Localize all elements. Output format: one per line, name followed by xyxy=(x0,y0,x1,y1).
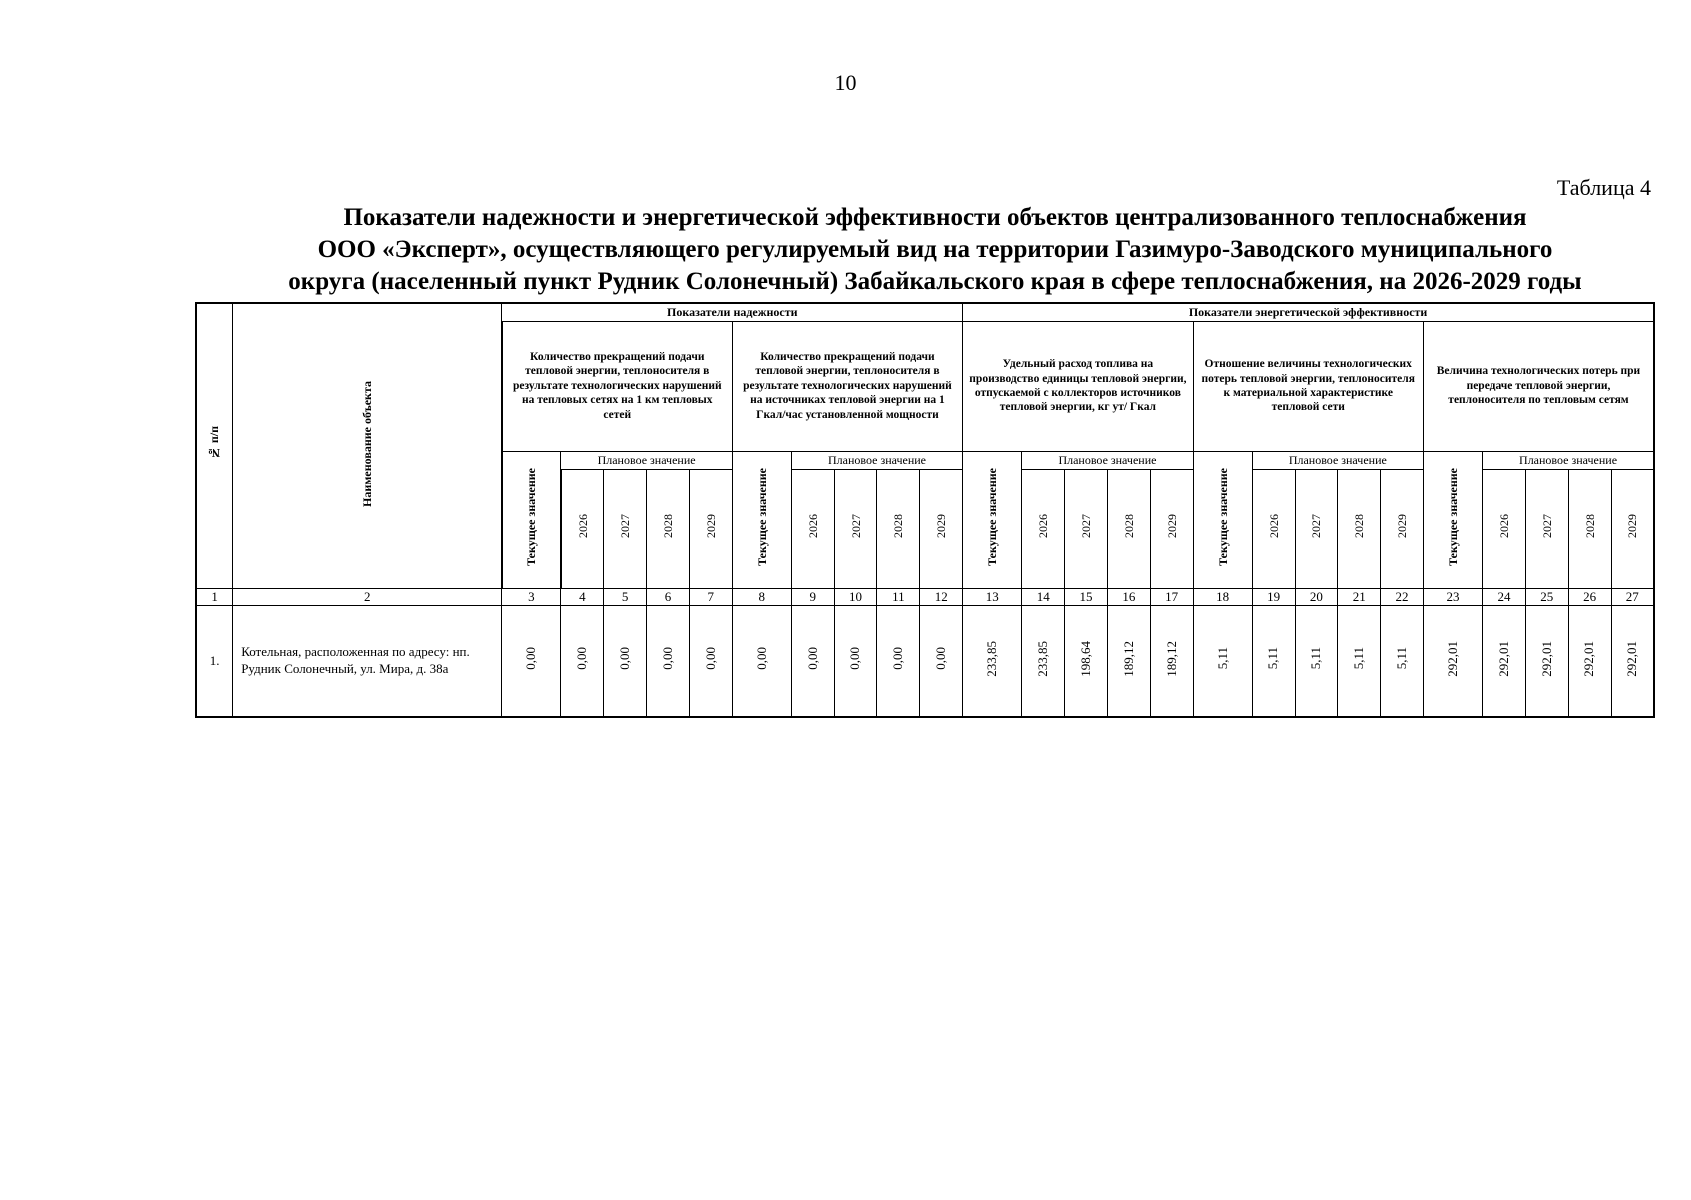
year-label: 2029 xyxy=(1625,514,1640,539)
year-label: 2027 xyxy=(1309,514,1324,539)
row-number: 1. xyxy=(196,605,233,717)
year-header xyxy=(1295,469,1338,588)
planned-value-header: Плановое значение xyxy=(1252,451,1423,469)
planned-value-header: Плановое значение xyxy=(1022,451,1193,469)
column-number: 14 xyxy=(1022,588,1065,605)
column-number: 25 xyxy=(1525,588,1568,605)
title-line: Показатели надежности и энергетической эффективности объектов централизованного теплоснабжения xyxy=(343,204,1527,231)
column-number: 24 xyxy=(1483,588,1526,605)
value-cell xyxy=(1568,605,1611,717)
current-value-label: Текущее значение xyxy=(754,468,769,567)
value-text: 292,01 xyxy=(1538,640,1554,677)
year-label: 2026 xyxy=(1036,514,1051,539)
object-name: Котельная, расположенная по адресу: нп. Рудник Солонечный, ул. Мира, д. 38а xyxy=(233,605,502,717)
value-text: 233,85 xyxy=(984,640,1000,677)
indicator-header: Величина технологических потерь при передаче тепловой энергии, теплоносителя по тепловым сетям xyxy=(1423,321,1654,451)
header-name-label: Наименование объекта xyxy=(359,380,374,507)
year-header xyxy=(1525,469,1568,588)
year-header xyxy=(1483,469,1526,588)
year-label: 2029 xyxy=(1395,514,1410,539)
column-number: 9 xyxy=(791,588,834,605)
column-number: 15 xyxy=(1065,588,1108,605)
value-text: 0,00 xyxy=(933,647,949,670)
current-value-label: Текущее значение xyxy=(1215,468,1230,567)
current-value-header xyxy=(1193,451,1252,588)
header-num-col xyxy=(196,303,233,588)
value-cell xyxy=(1150,605,1193,717)
column-number: 3 xyxy=(502,588,561,605)
column-number: 12 xyxy=(920,588,963,605)
column-number: 17 xyxy=(1150,588,1193,605)
year-label: 2027 xyxy=(1079,514,1094,539)
value-text: 5,11 xyxy=(1265,647,1281,670)
column-number: 22 xyxy=(1381,588,1424,605)
year-header xyxy=(1022,469,1065,588)
year-header xyxy=(1381,469,1424,588)
indicator-header: Удельный расход топлива на производство единицы тепловой энергии, отпускаемой с коллекторов источников тепловой энергии, кг ут/ Гкал xyxy=(963,321,1193,451)
year-header xyxy=(877,469,920,588)
page-number: 10 xyxy=(834,70,857,95)
year-header xyxy=(920,469,963,588)
column-number: 11 xyxy=(877,588,920,605)
table-row xyxy=(196,605,1654,717)
value-cell xyxy=(647,605,690,717)
value-cell xyxy=(1022,605,1065,717)
value-text: 0,00 xyxy=(523,647,539,670)
value-text: 5,11 xyxy=(1351,647,1367,670)
year-label: 2027 xyxy=(848,514,863,539)
year-label: 2027 xyxy=(618,514,633,539)
column-number: 7 xyxy=(689,588,732,605)
column-number: 8 xyxy=(732,588,791,605)
year-label: 2029 xyxy=(703,514,718,539)
value-text: 0,00 xyxy=(659,647,675,670)
column-number: 18 xyxy=(1193,588,1252,605)
year-label: 2026 xyxy=(575,514,590,539)
current-value-label: Текущее значение xyxy=(985,468,1000,567)
year-header xyxy=(604,469,647,588)
value-text: 189,12 xyxy=(1120,640,1136,677)
table-label: Таблица 4 xyxy=(1556,175,1651,200)
year-label: 2028 xyxy=(1121,514,1136,539)
indicator-header: Количество прекращений подачи тепловой энергии, теплоносителя в результате технологических нарушений на тепловых сетях на 1 км тепловых сетей xyxy=(502,321,732,451)
current-value-label: Текущее значение xyxy=(524,468,539,567)
document-title xyxy=(190,202,1680,298)
current-value-header xyxy=(732,451,791,588)
value-cell xyxy=(920,605,963,717)
value-text: 5,11 xyxy=(1214,647,1230,670)
value-cell xyxy=(502,605,561,717)
value-cell xyxy=(1065,605,1108,717)
value-cell xyxy=(1252,605,1295,717)
value-text: 292,01 xyxy=(1444,640,1460,677)
value-text: 233,85 xyxy=(1035,640,1051,677)
year-header xyxy=(561,469,604,588)
current-value-header xyxy=(963,451,1022,588)
year-header xyxy=(1338,469,1381,588)
value-text: 0,00 xyxy=(847,647,863,670)
year-label: 2029 xyxy=(1164,514,1179,539)
year-header xyxy=(1252,469,1295,588)
title-line: округа (населенный пункт Рудник Солонечный) Забайкальского края в сфере теплоснабжения, на 2026-2029 годы xyxy=(288,268,1582,295)
header-num-label: № п/п xyxy=(207,426,222,461)
year-header xyxy=(1568,469,1611,588)
value-cell xyxy=(1483,605,1526,717)
value-cell xyxy=(877,605,920,717)
value-cell xyxy=(1107,605,1150,717)
year-label: 2026 xyxy=(805,514,820,539)
column-number: 13 xyxy=(963,588,1022,605)
title-line: ООО «Эксперт», осуществляющего регулируемый вид на территории Газимуро-Заводского муниципального xyxy=(317,236,1553,263)
column-number: 26 xyxy=(1568,588,1611,605)
year-label: 2028 xyxy=(1352,514,1367,539)
value-text: 0,00 xyxy=(702,647,718,670)
column-number: 19 xyxy=(1252,588,1295,605)
year-header xyxy=(791,469,834,588)
indicator-header: Количество прекращений подачи тепловой энергии, теплоносителя в результате технологических нарушений на источниках тепловой энергии на 1 Гкал/час установленной мощности xyxy=(732,321,962,451)
year-header xyxy=(1611,469,1654,588)
column-number: 20 xyxy=(1295,588,1338,605)
value-cell xyxy=(604,605,647,717)
value-text: 0,00 xyxy=(753,647,769,670)
year-label: 2028 xyxy=(891,514,906,539)
value-cell xyxy=(732,605,791,717)
column-number: 1 xyxy=(196,588,233,605)
year-header xyxy=(834,469,877,588)
current-value-header xyxy=(1423,451,1482,588)
value-cell xyxy=(963,605,1022,717)
year-label: 2026 xyxy=(1496,514,1511,539)
group-reliability: Показатели надежности xyxy=(502,303,963,321)
value-cell xyxy=(1193,605,1252,717)
value-text: 0,00 xyxy=(890,647,906,670)
column-number: 16 xyxy=(1107,588,1150,605)
value-text: 189,12 xyxy=(1163,640,1179,677)
year-label: 2028 xyxy=(1582,514,1597,539)
value-text: 0,00 xyxy=(804,647,820,670)
value-cell xyxy=(1381,605,1424,717)
planned-value-header: Плановое значение xyxy=(791,451,962,469)
value-cell xyxy=(1295,605,1338,717)
year-header xyxy=(1065,469,1108,588)
column-number: 27 xyxy=(1611,588,1654,605)
value-text: 0,00 xyxy=(617,647,633,670)
current-value-header xyxy=(502,451,561,588)
year-label: 2028 xyxy=(660,514,675,539)
indicators-table xyxy=(195,302,1655,718)
column-number: 4 xyxy=(561,588,604,605)
value-text: 5,11 xyxy=(1393,647,1409,670)
value-text: 292,01 xyxy=(1624,640,1640,677)
year-header xyxy=(689,469,732,588)
year-label: 2029 xyxy=(934,514,949,539)
value-text: 292,01 xyxy=(1495,640,1511,677)
year-label: 2026 xyxy=(1266,514,1281,539)
value-text: 5,11 xyxy=(1308,647,1324,670)
column-number: 10 xyxy=(834,588,877,605)
value-cell xyxy=(1423,605,1482,717)
value-cell xyxy=(1611,605,1654,717)
column-number: 23 xyxy=(1423,588,1482,605)
column-number: 2 xyxy=(233,588,502,605)
value-cell xyxy=(1338,605,1381,717)
value-cell xyxy=(561,605,604,717)
value-cell xyxy=(834,605,877,717)
value-cell xyxy=(791,605,834,717)
planned-value-header: Плановое значение xyxy=(1483,451,1654,469)
column-number: 6 xyxy=(647,588,690,605)
value-text: 292,01 xyxy=(1581,640,1597,677)
value-text: 0,00 xyxy=(574,647,590,670)
header-name-col xyxy=(233,303,502,588)
year-header xyxy=(1150,469,1193,588)
value-cell xyxy=(1525,605,1568,717)
column-number: 21 xyxy=(1338,588,1381,605)
planned-value-header: Плановое значение xyxy=(561,451,732,469)
group-efficiency: Показатели энергетической эффективности xyxy=(963,303,1654,321)
indicator-header: Отношение величины технологических потерь тепловой энергии, теплоносителя к материальной характеристике тепловой сети xyxy=(1193,321,1423,451)
column-number: 5 xyxy=(604,588,647,605)
value-cell xyxy=(689,605,732,717)
year-label: 2027 xyxy=(1539,514,1554,539)
current-value-label: Текущее значение xyxy=(1446,468,1460,567)
value-text: 198,64 xyxy=(1077,640,1093,677)
year-header xyxy=(1107,469,1150,588)
year-header xyxy=(647,469,690,588)
